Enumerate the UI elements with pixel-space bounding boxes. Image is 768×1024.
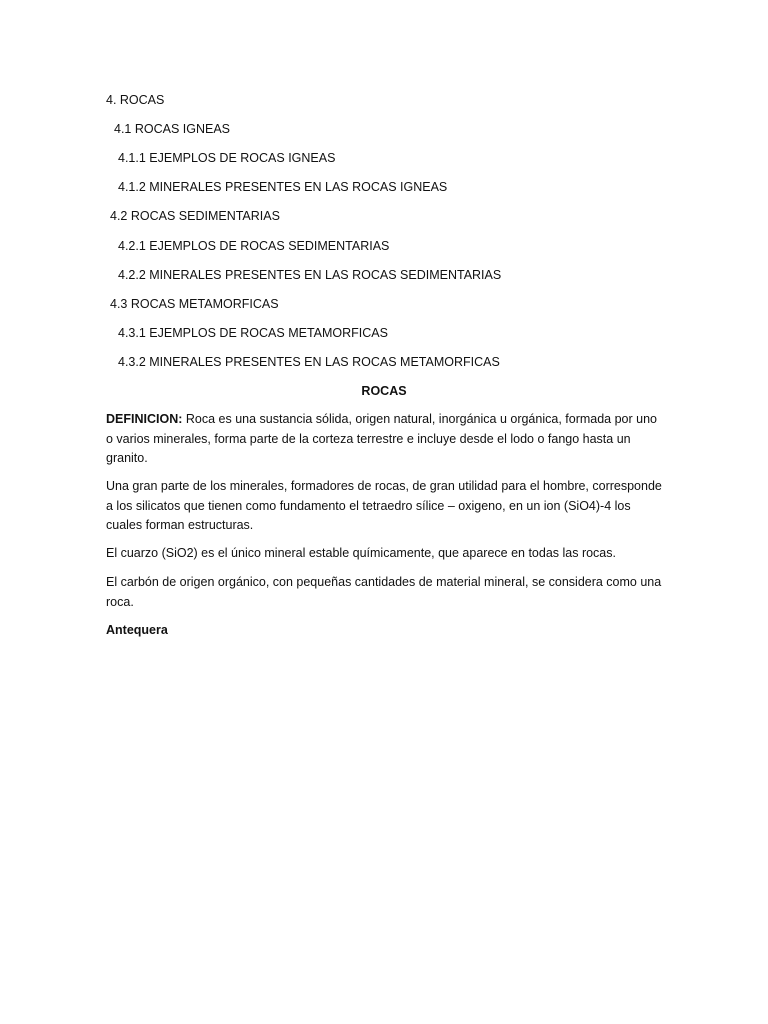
toc-heading-4-1-2: 4.1.2 MINERALES PRESENTES EN LAS ROCAS IGNEAS: [118, 180, 448, 194]
definition-paragraph: [106, 410, 666, 469]
toc-heading-4-3: 4.3 ROCAS METAMORFICAS: [110, 297, 279, 311]
definition-label: DEFINICION:: [106, 412, 183, 426]
toc-heading-4: 4. ROCAS: [106, 93, 165, 107]
section-title: ROCAS: [361, 384, 407, 398]
definition-text: Roca es una sustancia sólida, origen natural, inorgánica u orgánica, formada por uno o varios minerales, forma parte de la corteza terrestre e incluye desde el lodo o fango hasta un granito.: [106, 412, 657, 465]
signature-text: Antequera: [106, 623, 168, 637]
toc-heading-4-1-1: 4.1.1 EJEMPLOS DE ROCAS IGNEAS: [118, 151, 336, 165]
toc-heading-4-2-2: 4.2.2 MINERALES PRESENTES EN LAS ROCAS SEDIMENTARIAS: [118, 268, 502, 282]
toc-heading-4-3-2: 4.3.2 MINERALES PRESENTES EN LAS ROCAS METAMORFICAS: [118, 355, 500, 369]
toc-heading-4-1: 4.1 ROCAS IGNEAS: [114, 122, 231, 136]
toc-heading-4-2: 4.2 ROCAS SEDIMENTARIAS: [110, 209, 280, 223]
silicates-paragraph: Una gran parte de los minerales, formadores de rocas, de gran utilidad para el hombre, corresponde a los silicatos que tienen como fundamento el tetraedro sílice – oxigeno, en un ion (SiO4)-4 los cuales forman estructuras.: [106, 479, 662, 532]
toc-heading-4-2-1: 4.2.1 EJEMPLOS DE ROCAS SEDIMENTARIAS: [118, 239, 390, 253]
coal-paragraph: El carbón de origen orgánico, con pequeñas cantidades de material mineral, se considera como una roca.: [106, 575, 662, 609]
quartz-paragraph: El cuarzo (SiO2) es el único mineral estable químicamente, que aparece en todas las rocas.: [106, 546, 616, 560]
toc-heading-4-3-1: 4.3.1 EJEMPLOS DE ROCAS METAMORFICAS: [118, 326, 388, 340]
